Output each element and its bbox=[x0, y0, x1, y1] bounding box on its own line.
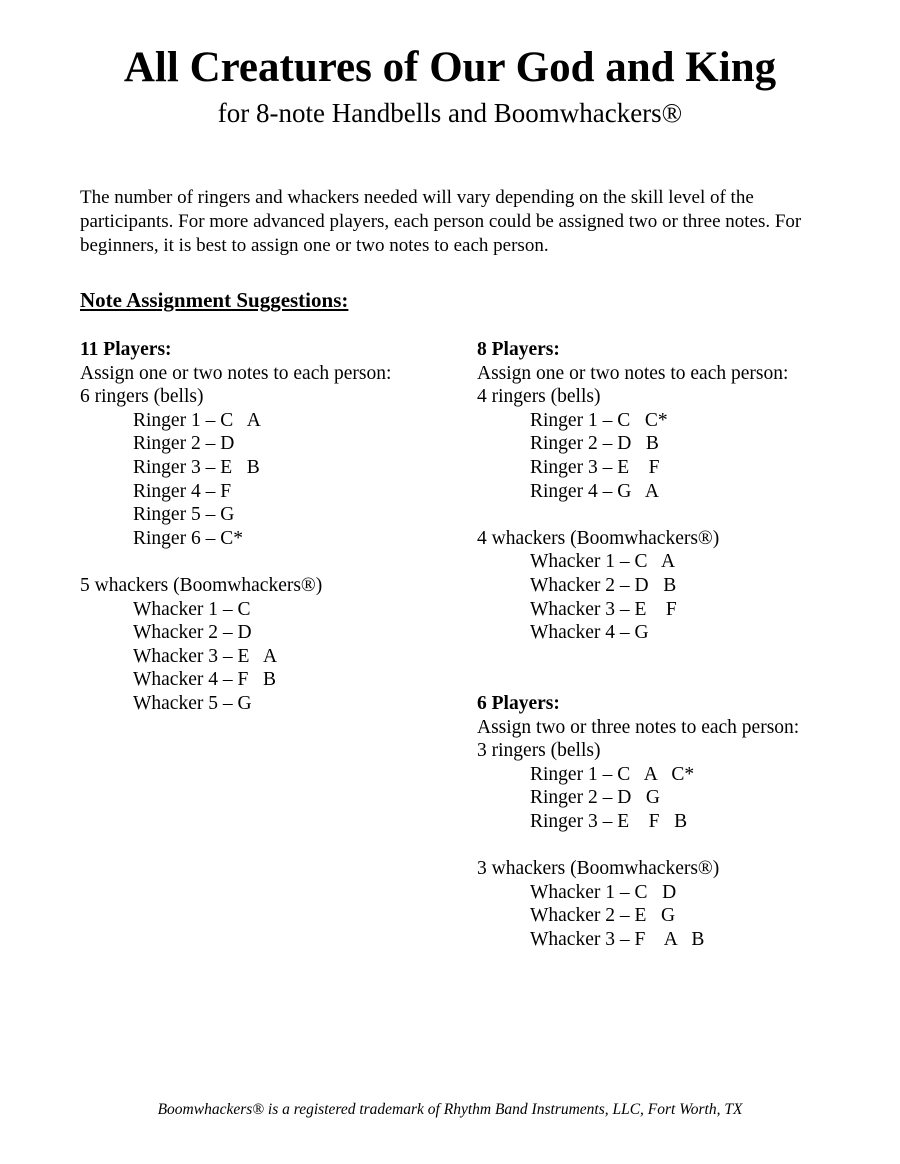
whacker-assignment: Whacker 2 – D bbox=[133, 622, 252, 644]
section-heading: Note Assignment Suggestions: bbox=[80, 288, 349, 312]
whacker-assignment: Whacker 2 – E G bbox=[530, 905, 676, 927]
ringer-assignment: Ringer 3 – E F bbox=[530, 456, 660, 478]
assign-instruction: Assign two or three notes to each person: bbox=[477, 716, 800, 738]
spacer bbox=[477, 503, 877, 527]
whacker-assignment: Whacker 5 – G bbox=[133, 692, 252, 714]
page-subtitle: for 8-note Handbells and Boomwhackers® bbox=[217, 98, 683, 128]
ringer-assignment: Ringer 3 – E B bbox=[133, 456, 260, 478]
group-heading: 8 Players: bbox=[477, 339, 560, 360]
group-6-players bbox=[477, 692, 877, 952]
ringer-assignment: Ringer 3 – E F B bbox=[530, 810, 688, 832]
ringer-assignment: Ringer 1 – C C* bbox=[530, 409, 668, 431]
whacker-assignment: Whacker 1 – C D bbox=[530, 881, 677, 903]
whacker-assignment: Whacker 3 – E A bbox=[133, 645, 278, 667]
group-8-players bbox=[477, 338, 877, 645]
trademark-footer: Boomwhackers® is a registered trademark of Rhythm Band Instruments, LLC, Fort Worth, TX bbox=[157, 1101, 743, 1118]
ringer-assignment: Ringer 4 – F bbox=[133, 480, 232, 502]
spacer bbox=[80, 550, 450, 574]
whacker-assignment: Whacker 3 – E F bbox=[530, 598, 677, 620]
ringer-assignment: Ringer 2 – D bbox=[133, 433, 235, 455]
whacker-assignment: Whacker 2 – D B bbox=[530, 574, 677, 596]
page-title: All Creatures of Our God and King bbox=[123, 44, 777, 91]
whacker-assignment: Whacker 4 – F B bbox=[133, 669, 276, 691]
whacker-assignment: Whacker 1 – C bbox=[133, 598, 251, 620]
intro-paragraph: The number of ringers and whackers needed will vary depending on the skill level of the participants. For more advanced players, each person could be assigned two or three notes. For beginners, it is best to assign one or two notes to each person. bbox=[80, 187, 802, 256]
assign-instruction: Assign one or two notes to each person: bbox=[80, 362, 392, 384]
ringers-label: 3 ringers (bells) bbox=[477, 740, 601, 762]
spacer bbox=[477, 833, 877, 857]
ringers-label: 6 ringers (bells) bbox=[80, 386, 204, 408]
ringer-assignment: Ringer 2 – D G bbox=[530, 787, 660, 809]
ringer-assignment: Ringer 4 – G A bbox=[530, 480, 659, 502]
group-heading: 11 Players: bbox=[80, 339, 172, 360]
whackers-label: 4 whackers (Boomwhackers®) bbox=[477, 527, 720, 549]
whacker-assignment: Whacker 4 – G bbox=[530, 622, 649, 644]
whackers-label: 5 whackers (Boomwhackers®) bbox=[80, 574, 323, 596]
spacer bbox=[477, 645, 877, 692]
whacker-assignment: Whacker 3 – F A B bbox=[530, 928, 705, 950]
whacker-assignment: Whacker 1 – C A bbox=[530, 551, 676, 573]
ringers-label: 4 ringers (bells) bbox=[477, 386, 601, 408]
group-right-column bbox=[477, 338, 877, 951]
ringer-assignment: Ringer 1 – C A bbox=[133, 409, 261, 431]
assign-instruction: Assign one or two notes to each person: bbox=[477, 362, 789, 384]
ringer-assignment: Ringer 2 – D B bbox=[530, 433, 659, 455]
group-heading: 6 Players: bbox=[477, 692, 560, 714]
ringer-assignment: Ringer 1 – C A C* bbox=[530, 763, 695, 785]
ringer-assignment: Ringer 6 – C* bbox=[133, 527, 243, 549]
ringer-assignment: Ringer 5 – G bbox=[133, 504, 235, 526]
whackers-label: 3 whackers (Boomwhackers®) bbox=[477, 858, 720, 880]
group-11-players bbox=[80, 338, 450, 716]
